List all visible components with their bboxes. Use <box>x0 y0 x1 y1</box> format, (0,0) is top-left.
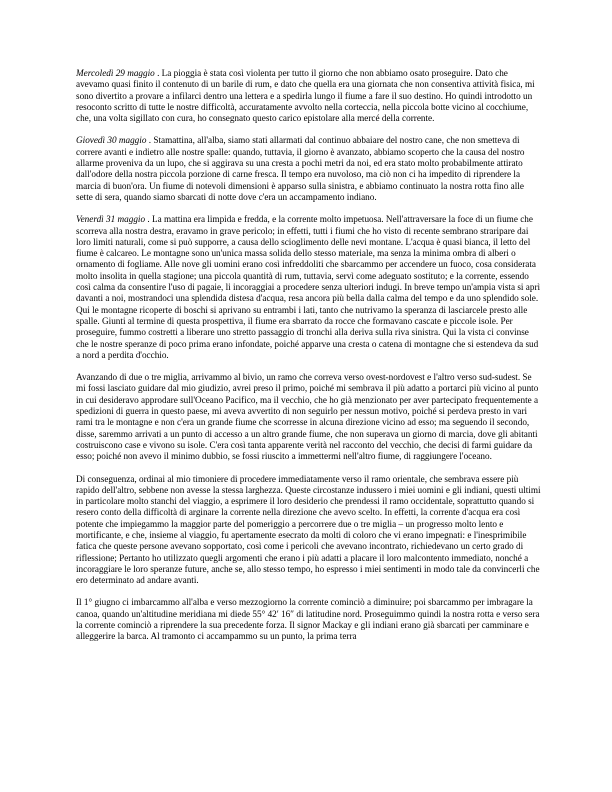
entry-date: Mercoledì 29 maggio <box>76 68 155 78</box>
entry-text: . La mattina era limpida e fredda, e la corrente molto impetuosa. Nell'attraversare la foce di un fiume che scorreva alla nostra destra, eravamo in grave pericolo; in effetti, tutti i fiumi che ho visto di recente sembrano straripare dai loro limiti naturali, come si può supporre, a causa dello scioglimento delle nevi montane. L'acqua è quasi bianca, il letto del fiume è calcareo. Le montagne sono un'unica massa solida dello stesso materiale, ma senza la minima ombra di alberi o ornamento di fogliame. Alle nove gli uomini erano così infreddoliti che sbarcammo per accendere un fuoco, cosa considerata molto insolita in quella stagione; una piccola quantità di rum, tuttavia, servì come adeguato sostituto; e la corrente, essendo così calma da consentire l'uso di pagaie, li incoraggiai a procedere senza ulteriori indugi. In breve tempo un'ampia vista si aprì davanti a noi, mostrandoci una splendida distesa d'acqua, resa ancora più bella dalla calma del tempo e da uno splendido sole. Qui le montagne ricoperte di boschi si aprivano su entrambi i lati, tanto che nutrivamo la speranza di lasciarcele presto alle spalle. Giunti al termine di questa prospettiva, il fiume era sbarrato da rocce che formavano cascate e piccole isole. Per proseguire, fummo costretti a liberare uno stretto passaggio di tronchi alla deriva sulla riva sinistra. Qui la vista ci convinse che le nostre speranze di poco prima erano infondate, poiché apparve una cresta o catena di montagne che si estendeva da sud a nord a perdita d'occhio. <box>76 214 541 360</box>
document-page <box>76 68 543 788</box>
body-paragraph-east-branch: Di conseguenza, ordinai al mio timoniere di procedere immediatamente verso il ramo orientale, che sembrava essere più rapido dell'altro, sebbene non avesse la stessa larghezza. Queste circostanze indussero i miei uomini e gli indiani, questi ultimi in particolare molto stanchi del viaggio, a esprimere il loro desiderio che prendessi il ramo occidentale, soprattutto quando si resero conto della difficoltà di arginare la corrente nella direzione che avevo scelto. In effetti, la corrente d'acqua era così potente che impiegammo la maggior parte del pomeriggio a percorrere due o tre miglia – un progresso molto lento e mortificante, e che, insieme al viaggio, fu apertamente esecrato da molti di coloro che vi erano impegnati: e l'inesprimibile fatica che queste persone avevano sopportato, così come i pericoli che avevano incontrato, richiedevano un certo grado di riflessione; Pertanto ho utilizzato quegli argomenti che erano i più adatti a placare il loro malcontento immediato, nonché a incoraggiare le loro speranze future, anche se, allo stesso tempo, ho espresso i miei sentimenti in modo tale da convincerli che ero determinato ad andare avanti. <box>76 473 541 586</box>
entry-text: . La pioggia è stata così violenta per tutto il giorno che non abbiamo osato proseguire. Dato che avevamo quasi finito il contenuto di un barile di rum, e dato che quella era una giornata che non consentiva attività fisica, mi sono divertito a provare a infilarci dentro una lettera e a spedirla lungo il fiume a fare il suo destino. Ho quindi introdotto un resoconto scritto di tutte le nostre difficoltà, accuratamente avvolto nella corteccia, nella piccola botte vicino al cocchiume, che, una volta sigillato con cura, ho consegnato questo carico epistolare alla mercé della corrente. <box>76 68 535 124</box>
diary-entry-may-30 <box>76 135 543 203</box>
body-paragraph-fork: Avanzando di due o tre miglia, arrivammo al bivio, un ramo che correva verso ovest-nordovest e l'altro verso sud-sudest. Se mi fossi lasciato guidare dal mio giudizio, avrei preso il primo, poiché mi sembrava il più adatto a portarci più vicino al punto in cui desideravo approdare sull'Oceano Pacifico, ma il vecchio, che ho già menzionato per aver partecipato frequentemente a spedizioni di guerra in questo paese, mi aveva avvertito di non seguirlo per nessun motivo, poiché si perdeva presto in vari rami tra le montagne e non c'era un grande fiume che scorresse in alcuna direzione vicino ad esso; ma seguendo il secondo, disse, saremmo arrivati a un punto di accesso a un altro grande fiume, che non superava un giorno di marcia, dove gli abitanti costruiscono case e vivono su isole. C'era così tanta apparente verità nel racconto del vecchio, che decisi di farmi guidare da esso; poiché non avevo il minimo dubbio, se fossi riuscito a immettermi nell'altro fiume, di raggiungere l'oceano. <box>76 372 539 462</box>
body-paragraph-june-1: Il 1° giugno ci imbarcammo all'alba e verso mezzogiorno la corrente cominciò a diminuire; poi sbarcammo per imbragare la canoa, quando un'altitudine meridiana mi diede 55° 42′ 16″ di latitudine nord. Proseguimmo quindi la nostra rotta e verso sera la corrente cominciò a riprendere la sua precedente forza. Il signor Mackay e gli indiani erano già sbarcati per camminare e alleggerire la barca. Al tramonto ci accampammo su un punto, la prima terra <box>76 597 540 642</box>
diary-entry-may-29 <box>76 68 543 124</box>
diary-entry-may-31 <box>76 214 543 361</box>
entry-text: . Stamattina, all'alba, siamo stati allarmati dal continuo abbaiare del nostro cane, che non smetteva di correre avanti e indietro alle nostre spalle: quando, tuttavia, il giorno è avanzato, abbiamo scoperto che la causa del nostro allarme proveniva da un lupo, che si aggirava su una cresta a pochi metri da noi, ed era stato molto probabilmente attirato dall'odore della nostra piccola porzione di carne fresca. Il tempo era nuvoloso, ma ciò non ci ha impedito di riprendere la marcia di buon'ora. Un fiume di notevoli dimensioni è apparso sulla sinistra, e abbiamo continuato la nostra rotta fino alle sette di sera, quando siamo sbarcati di notte dove c'era un accampamento indiano. <box>76 135 525 202</box>
entry-date: Venerdì 31 maggio <box>76 214 146 225</box>
entry-date: Giovedì 30 maggio <box>76 135 147 146</box>
